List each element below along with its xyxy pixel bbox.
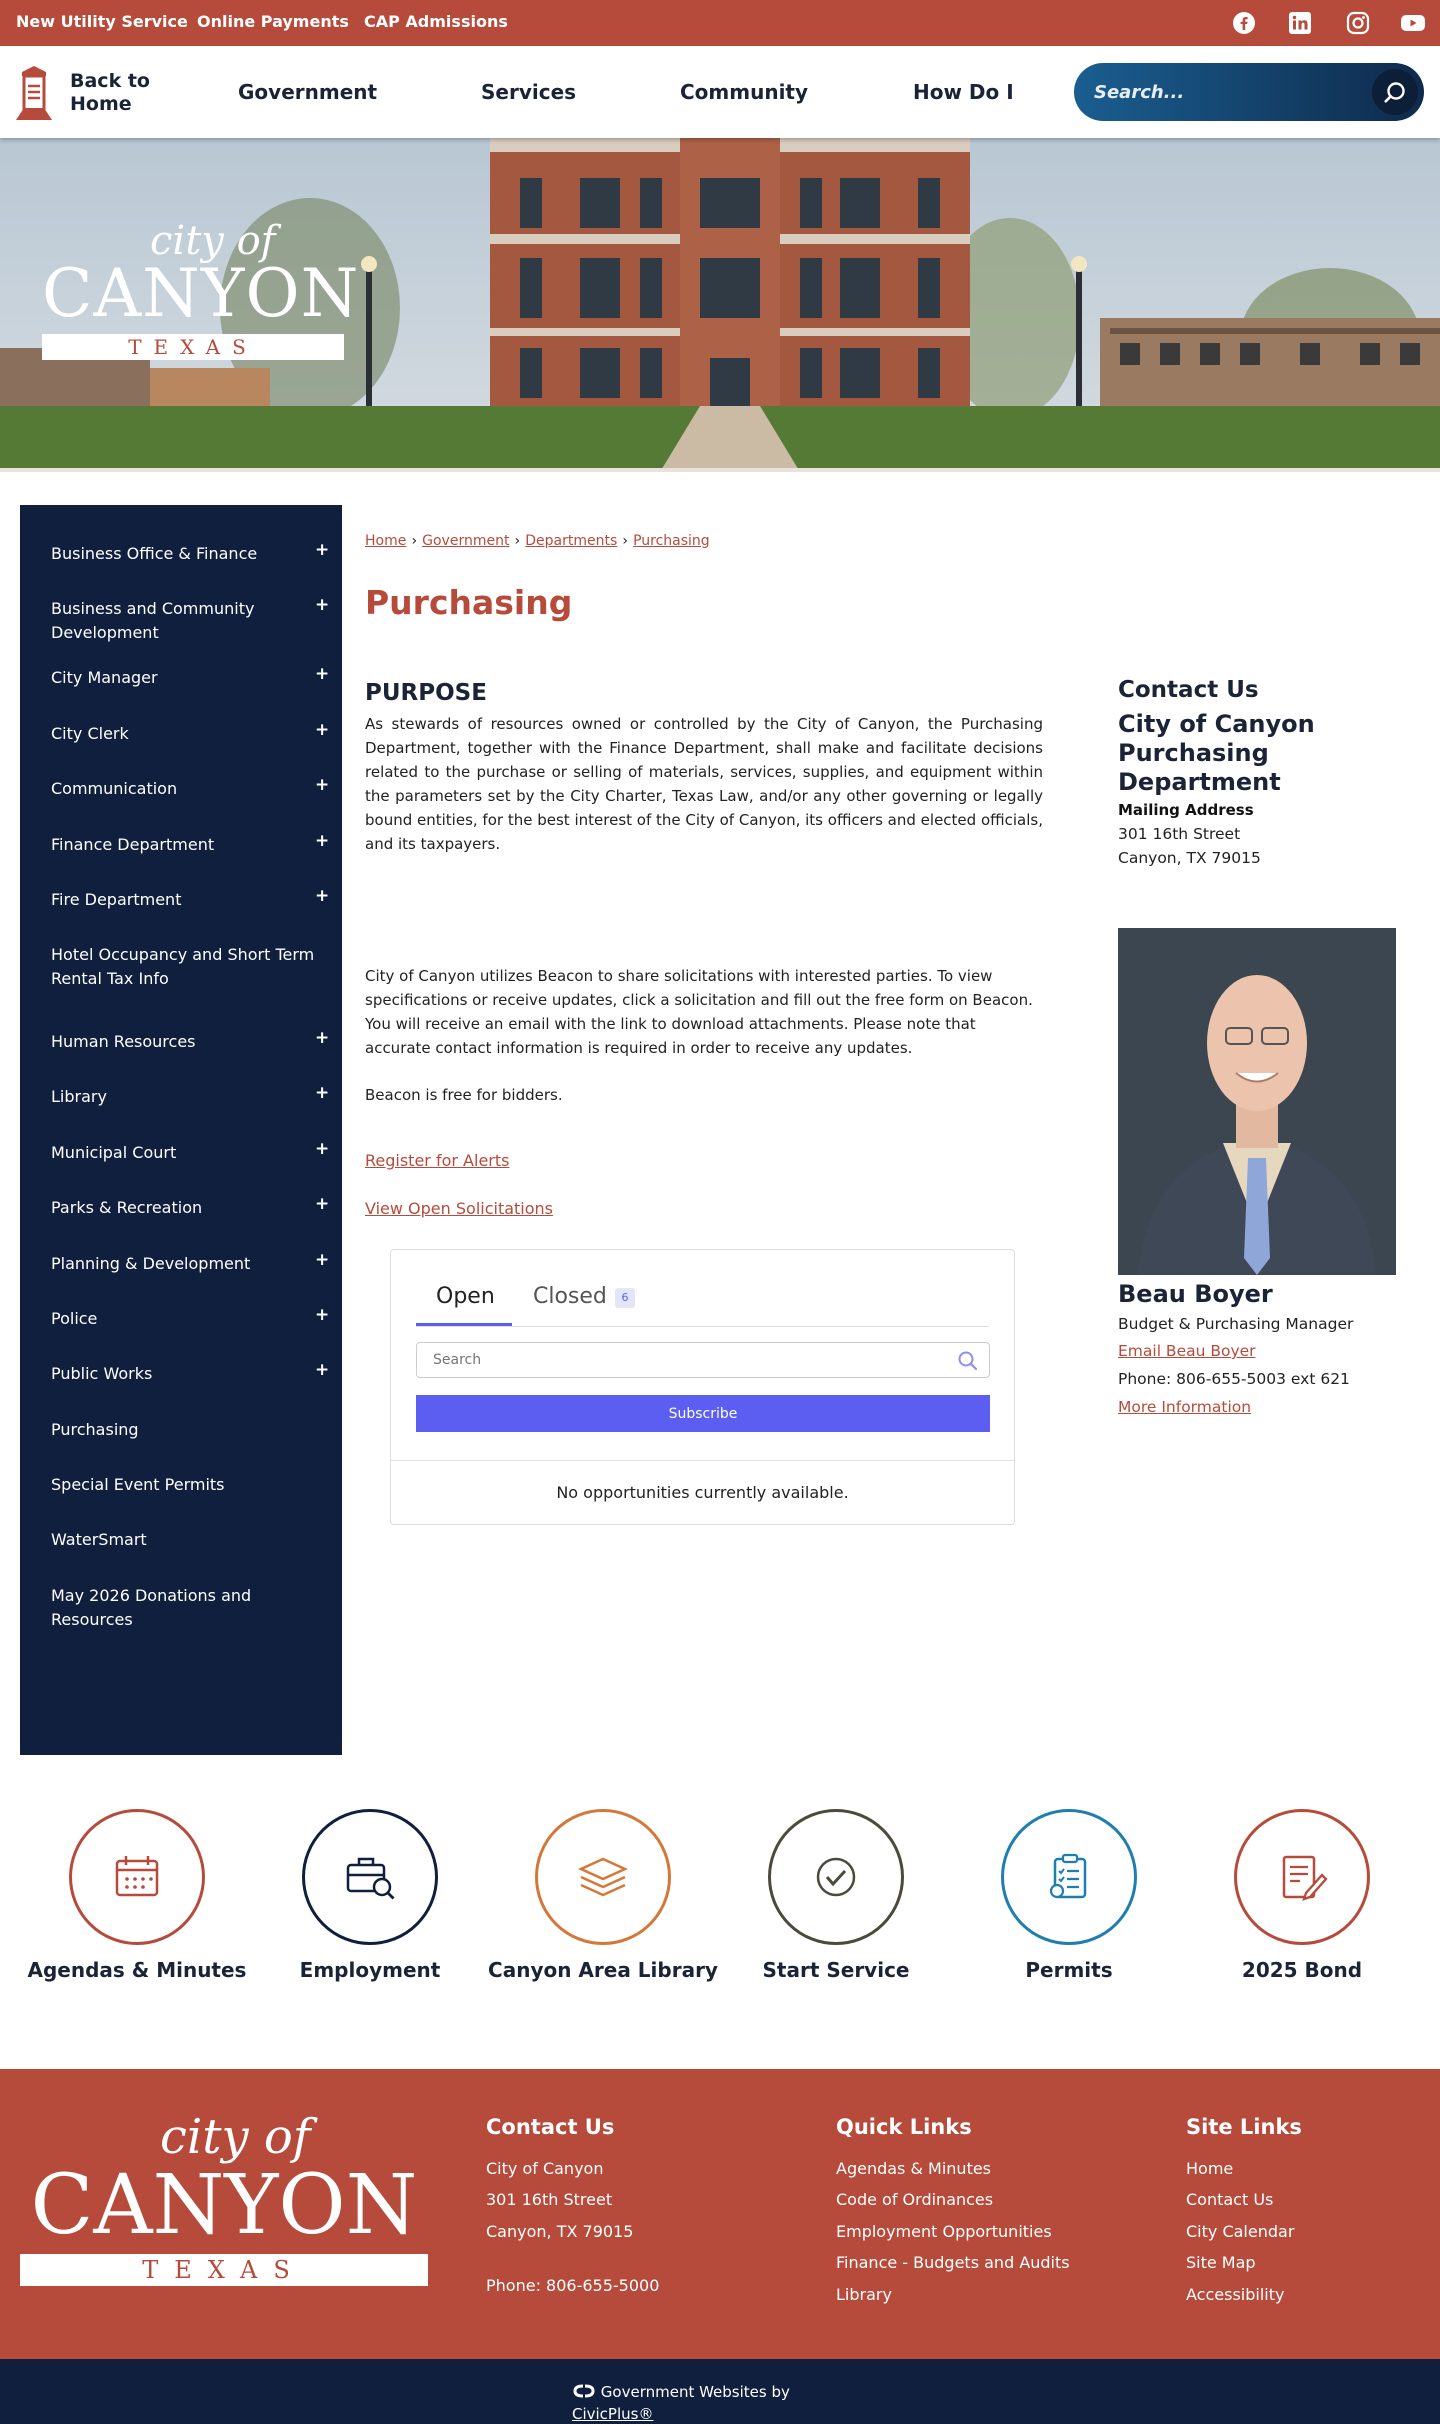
youtube-icon[interactable] — [1400, 11, 1426, 35]
expand-plus-icon[interactable]: + — [315, 595, 330, 615]
more-information-link[interactable]: More Information — [1118, 1398, 1252, 1416]
footer-quick-link[interactable]: Agendas & Minutes — [836, 2159, 992, 2178]
tab-closed[interactable]: Closed — [533, 1284, 607, 1309]
solicitations-widget — [390, 1249, 1015, 1525]
logo-city-of: city of — [150, 218, 276, 264]
footer-site-link[interactable]: City Calendar — [1186, 2222, 1295, 2241]
civicplus-icon — [572, 2383, 596, 2399]
search-button[interactable] — [1372, 69, 1418, 115]
back-to-home-link[interactable] — [14, 66, 154, 120]
civicplus-text: Government Websites by — [600, 2383, 790, 2401]
cap-admissions-link[interactable]: CAP Admissions — [364, 12, 508, 31]
civicplus-link[interactable]: CivicPlus® — [572, 2405, 654, 2423]
sidebar-item[interactable]: Finance Department — [51, 835, 215, 854]
briefcase-search-icon — [330, 1837, 410, 1917]
expand-plus-icon[interactable]: + — [315, 1194, 330, 1214]
breadcrumb-separator: › — [622, 533, 628, 549]
no-opportunities-message: No opportunities currently available. — [556, 1483, 849, 1502]
staff-photo — [1118, 928, 1396, 1275]
new-utility-service-link[interactable]: New Utility Service — [16, 12, 188, 31]
search-icon[interactable] — [957, 1350, 979, 1372]
quick-link-label[interactable]: Canyon Area Library — [488, 1958, 718, 1982]
quick-link-button[interactable] — [535, 1809, 671, 1945]
sidebar-item[interactable]: Public Works — [51, 1364, 153, 1383]
expand-plus-icon[interactable]: + — [315, 720, 330, 740]
quick-link-button[interactable] — [1234, 1809, 1370, 1945]
quick-link-button[interactable] — [302, 1809, 438, 1945]
nav-services[interactable]: Services — [481, 80, 577, 104]
expand-plus-icon[interactable]: + — [315, 1139, 330, 1159]
footer-site-links-heading: Site Links — [1186, 2115, 1302, 2139]
canyon-logo-icon — [14, 66, 54, 120]
footer-contact-line: Canyon, TX 79015 — [486, 2222, 634, 2241]
civicplus-credit — [572, 2381, 872, 2423]
sidebar-item[interactable]: Communication — [51, 779, 178, 798]
quick-link-button[interactable] — [69, 1809, 205, 1945]
department-sidebar — [20, 505, 342, 1755]
staff-name: Beau Boyer — [1118, 1280, 1273, 1308]
quick-link-label[interactable]: Permits — [1025, 1958, 1113, 1982]
view-open-solicitations-link[interactable]: View Open Solicitations — [365, 1199, 554, 1218]
footer-quick-link[interactable]: Code of Ordinances — [836, 2190, 994, 2209]
expand-plus-icon[interactable]: + — [315, 664, 330, 684]
online-payments-link[interactable]: Online Payments — [197, 12, 349, 31]
quick-link-label[interactable]: Employment — [299, 1958, 441, 1982]
footer-logo-canyon: CANYON — [30, 2158, 418, 2253]
breadcrumb-government[interactable]: Government — [422, 533, 510, 549]
expand-plus-icon[interactable]: + — [315, 1250, 330, 1270]
calendar-icon — [97, 1837, 177, 1917]
logo-texas: TEXAS — [42, 334, 344, 360]
sidebar-item[interactable]: Planning & Development — [51, 1254, 251, 1273]
quick-link-label[interactable]: Agendas & Minutes — [27, 1958, 247, 1982]
sidebar-item[interactable]: Special Event Permits — [51, 1475, 225, 1494]
breadcrumb-departments[interactable]: Departments — [525, 533, 618, 549]
quick-link-button[interactable] — [1001, 1809, 1137, 1945]
expand-plus-icon[interactable]: + — [315, 1028, 330, 1048]
contact-street: 301 16th Street — [1118, 825, 1241, 843]
site-header — [0, 46, 1440, 138]
expand-plus-icon[interactable]: + — [315, 886, 330, 906]
sidebar-item[interactable]: Police — [51, 1309, 98, 1328]
linkedin-icon[interactable] — [1288, 11, 1312, 35]
nav-government[interactable]: Government — [238, 80, 378, 104]
footer-contact-heading: Contact Us — [486, 2115, 615, 2139]
widget-divider — [391, 1460, 1014, 1461]
clipboard-check-icon — [1029, 1837, 1109, 1917]
purpose-heading: PURPOSE — [365, 680, 487, 706]
sidebar-item[interactable]: City Clerk — [51, 724, 129, 743]
footer-quick-link[interactable]: Employment Opportunities — [836, 2222, 1052, 2241]
beacon-free-text: Beacon is free for bidders. — [365, 1086, 563, 1104]
civicplus-bar — [0, 2359, 1440, 2424]
subscribe-button[interactable]: Subscribe — [416, 1395, 990, 1432]
breadcrumb-home[interactable]: Home — [365, 533, 407, 549]
quick-link-label[interactable]: Start Service — [762, 1958, 910, 1982]
search-icon — [1372, 69, 1418, 115]
contact-org: City of Canyon Purchasing Department — [1118, 710, 1315, 796]
contact-city: Canyon, TX 79015 — [1118, 849, 1261, 867]
back-to-home-label — [70, 70, 150, 116]
breadcrumb — [365, 530, 765, 550]
footer-logo[interactable] — [20, 2109, 430, 2284]
nav-community[interactable]: Community — [680, 80, 809, 104]
footer-quick-links-heading: Quick Links — [836, 2115, 972, 2139]
document-pen-icon — [1262, 1837, 1342, 1917]
sidebar-item[interactable]: Business Office & Finance — [51, 544, 258, 563]
tab-divider — [416, 1326, 989, 1327]
sidebar-item[interactable]: Fire Department — [51, 890, 182, 909]
sidebar-item[interactable]: Municipal Court — [51, 1143, 177, 1162]
expand-plus-icon[interactable]: + — [315, 1360, 330, 1380]
home-label: Home — [70, 93, 132, 115]
site-footer — [0, 2069, 1440, 2359]
quick-link-button[interactable] — [768, 1809, 904, 1945]
logo-canyon: CANYON — [42, 255, 360, 332]
footer-site-link[interactable]: Contact Us — [1186, 2190, 1274, 2209]
footer-logo-city-of: city of — [160, 2109, 311, 2165]
beacon-text: City of Canyon utilizes Beacon to share solicitations with interested parties. To view specifications or receive updates, click a solicitation and fill out the free form on Beacon. You will receive an email with the link to download attachments. Please note that accurate contact information is required in order to receive any updates. — [365, 967, 1033, 1057]
search-input[interactable] — [1094, 63, 1354, 121]
instagram-icon[interactable] — [1346, 11, 1370, 35]
sidebar-item[interactable]: Human Resources — [51, 1032, 196, 1051]
tab-open[interactable]: Open — [436, 1284, 495, 1309]
sidebar-item[interactable]: Purchasing — [51, 1420, 139, 1439]
expand-plus-icon[interactable]: + — [315, 775, 330, 795]
footer-contact-line: 301 16th Street — [486, 2190, 613, 2209]
purpose-text: As stewards of resources owned or controlled by the City of Canyon, the Purchasing Department, together with the Finance Department, shall make and facilitate decisions related to the purchase or selling of materials, services, supplies, and equipment within the parameters set by the City Charter, Texas Law, and/or any other governing or legally bound entities, for the best interest of the City of Canyon, its officers and elected officials, and its taxpayers. — [365, 715, 1043, 853]
footer-site-link[interactable]: Accessibility — [1186, 2285, 1285, 2304]
sidebar-item[interactable]: City Manager — [51, 668, 158, 687]
footer-phone: Phone: 806-655-5000 — [486, 2276, 660, 2295]
sidebar-item[interactable]: May 2026 Donations and Resources — [51, 1586, 252, 1629]
footer-contact-line: City of Canyon — [486, 2159, 604, 2178]
mailing-address-label: Mailing Address — [1118, 801, 1254, 819]
contact-heading: Contact Us — [1118, 677, 1259, 703]
books-icon — [563, 1837, 643, 1917]
expand-plus-icon[interactable]: + — [315, 831, 330, 851]
site-search — [1074, 63, 1424, 121]
hero-banner — [0, 138, 1440, 472]
checkmark-icon — [796, 1837, 876, 1917]
page-title: Purchasing — [365, 583, 573, 622]
register-alerts-link[interactable]: Register for Alerts — [365, 1151, 510, 1170]
sidebar-item[interactable]: Parks & Recreation — [51, 1198, 203, 1217]
back-to-label: Back to — [70, 70, 150, 92]
expand-plus-icon[interactable]: + — [315, 540, 330, 560]
facebook-icon[interactable] — [1232, 11, 1256, 35]
utility-bar — [0, 0, 1440, 46]
breadcrumb-separator: › — [514, 533, 521, 549]
expand-plus-icon[interactable]: + — [315, 1305, 330, 1325]
closed-count-badge: 6 — [615, 1288, 635, 1308]
widget-search — [416, 1342, 990, 1378]
footer-site-link[interactable]: Site Map — [1186, 2253, 1256, 2272]
footer-logo-texas: TEXAS — [20, 2254, 428, 2286]
widget-search-input[interactable] — [433, 1343, 933, 1377]
footer-quick-link[interactable]: Library — [836, 2285, 892, 2304]
footer-quick-link[interactable]: Finance - Budgets and Audits — [836, 2253, 1070, 2272]
nav-how-do-i[interactable]: How Do I — [913, 80, 1014, 104]
staff-title: Budget & Purchasing Manager — [1118, 1315, 1354, 1333]
sidebar-item[interactable]: Business and Community Development — [51, 599, 255, 642]
expand-plus-icon[interactable]: + — [315, 1083, 330, 1103]
staff-phone: Phone: 806-655-5003 ext 621 — [1118, 1370, 1350, 1388]
breadcrumb-separator: › — [411, 533, 418, 549]
quick-link-label[interactable]: 2025 Bond — [1241, 1958, 1363, 1982]
sidebar-item[interactable]: WaterSmart — [51, 1530, 147, 1549]
footer-site-link[interactable]: Home — [1186, 2159, 1234, 2178]
breadcrumb-purchasing[interactable]: Purchasing — [633, 533, 710, 549]
email-staff-link[interactable]: Email Beau Boyer — [1118, 1342, 1256, 1360]
sidebar-item[interactable]: Library — [51, 1087, 107, 1106]
city-logo[interactable] — [42, 218, 360, 378]
sidebar-item[interactable]: Hotel Occupancy and Short Term Rental Tax Info — [51, 945, 315, 988]
